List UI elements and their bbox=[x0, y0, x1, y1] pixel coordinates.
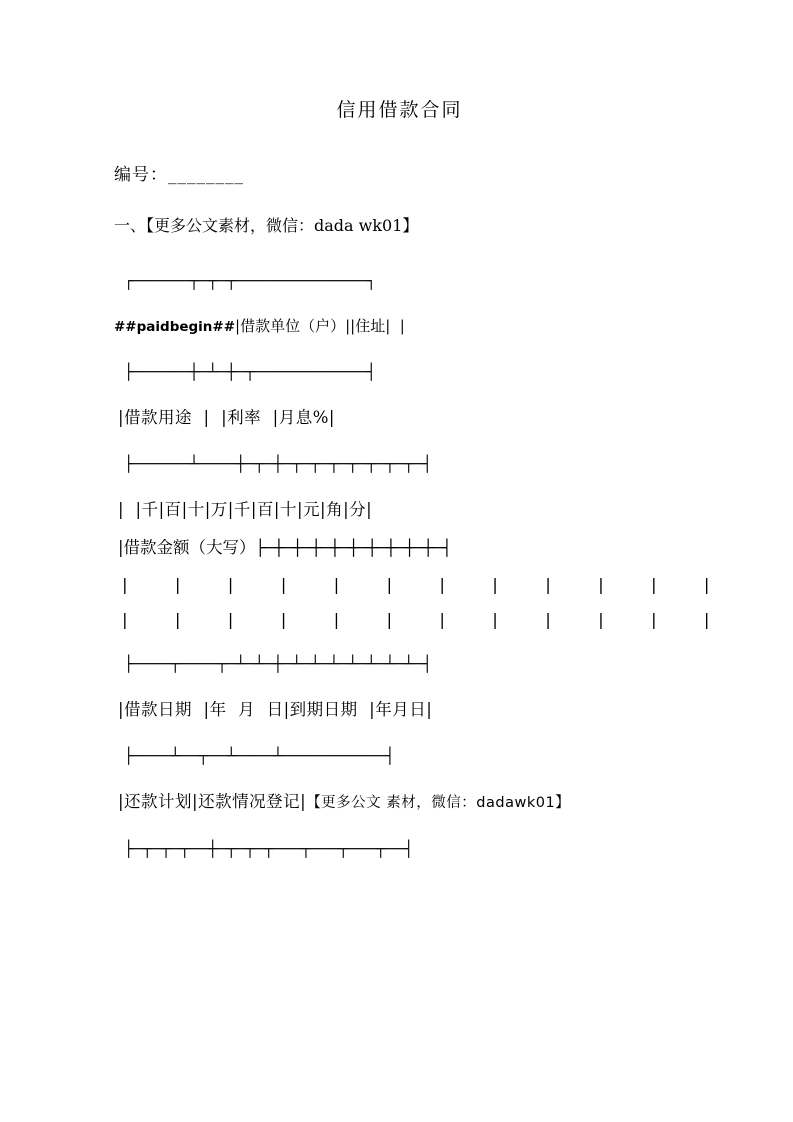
spacer bbox=[0, 238, 793, 272]
table-separator-3: ├────┬────┬─┴─┴─┼─┴─┴─┴─┴─┴─┴─┴─┤ bbox=[124, 655, 432, 673]
spacer bbox=[0, 429, 793, 455]
table-row-amount-units: | |千|百|十|万|千|百|十|元|角|分| bbox=[118, 500, 373, 519]
amount-in-words-label: |借款金额（大写） bbox=[118, 538, 256, 557]
spacer bbox=[0, 381, 793, 407]
spacer bbox=[0, 188, 793, 214]
spacer bbox=[0, 721, 793, 747]
section-one-heading: 一、【更多公文素材，微信：dada wk01】 bbox=[114, 216, 419, 235]
spacer bbox=[0, 629, 793, 655]
spacer bbox=[0, 473, 793, 499]
borrower-unit-address-cells: |借款单位（户）||住址| | bbox=[235, 317, 405, 335]
spacer bbox=[0, 290, 793, 316]
table-row-blank-1: | | | | | | | | | | | | bbox=[120, 575, 720, 594]
table-border-top: ┌──────┬─┬─┬──────────────┐ bbox=[124, 272, 376, 290]
spacer bbox=[0, 814, 793, 840]
page-title: 信用借款合同 bbox=[336, 99, 463, 121]
spacer bbox=[0, 337, 793, 363]
table-row-repayment bbox=[0, 791, 793, 814]
table-row-dates: |借款日期 |年 月 日|到期日期 |年月日| bbox=[118, 700, 433, 719]
table-row-amount-label bbox=[0, 537, 793, 559]
table-row-borrower bbox=[0, 316, 793, 337]
watermark-text: 【更多公文 素材，微信：dadawk01】 bbox=[306, 795, 571, 811]
table-separator-1: ├──────┼─┴─┼─┬────────────┤ bbox=[124, 363, 376, 381]
paid-begin-marker: ##paidbegin## bbox=[114, 319, 236, 335]
table-separator-5: ├─┬─┬─┬──┼─┬─┬─┬───┬───┬───┬──┤ bbox=[124, 840, 414, 858]
spacer bbox=[0, 673, 793, 699]
spacer bbox=[0, 765, 793, 791]
table-row-purpose-rate: |借款用途 | |利率 |月息%| bbox=[118, 408, 335, 427]
spacer bbox=[0, 521, 793, 537]
amount-grid-cells: ├─┼─┼─┼─┼─┼─┼─┼─┼─┼─┤ bbox=[255, 539, 452, 557]
serial-number-label: 编号：________ bbox=[114, 165, 244, 185]
repayment-plan-cells: |还款计划|还款情况登记| bbox=[118, 792, 307, 811]
table-separator-2: ├──────┴────┼─┬─┼─┬─┬─┬─┬─┬─┬─┬─┤ bbox=[124, 455, 432, 473]
table-separator-4: ├────┴──┬──┴────┴───────────┤ bbox=[124, 747, 395, 765]
table-row-blank-2: | | | | | | | | | | | | bbox=[120, 610, 720, 629]
spacer bbox=[0, 559, 793, 575]
spacer bbox=[0, 594, 793, 610]
